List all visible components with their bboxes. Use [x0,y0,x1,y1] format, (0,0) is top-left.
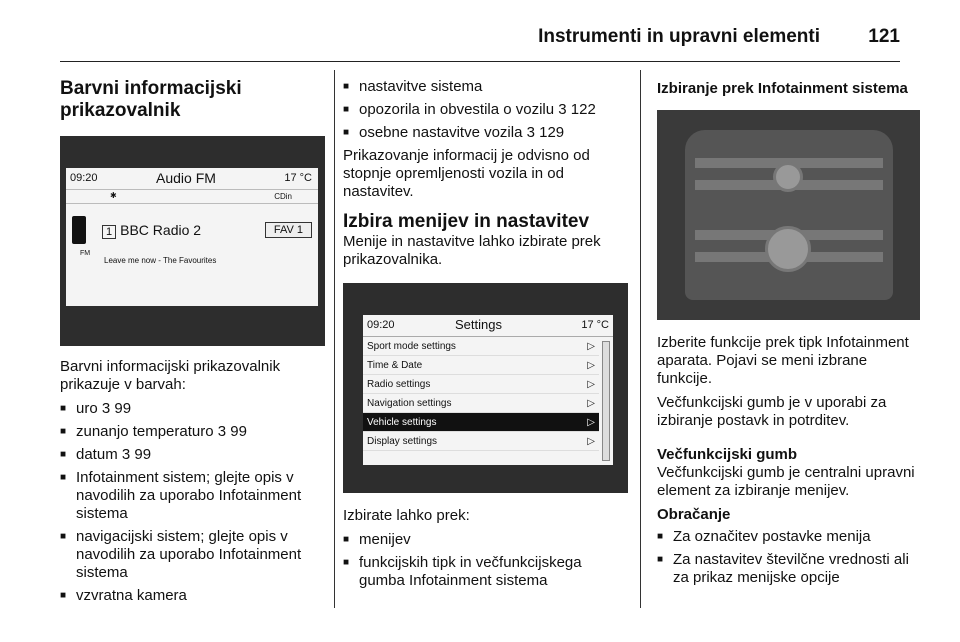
source-label: CDin [274,192,292,201]
station-label: BBC Radio 2 [120,222,202,238]
list-item: ■ uro 3 99 [60,400,325,418]
preset-number: 1 [102,225,116,239]
list-item: ■ vzvratna kamera [60,587,325,605]
feature-list-cont [343,78,628,142]
station-area [66,204,318,274]
arrow-right-icon: ▷ [587,341,595,352]
bluetooth-icon: ✱ [110,191,117,200]
arrow-right-icon: ▷ [587,379,595,390]
section-heading: Izbiranje prek Infotainment sistema [657,80,908,97]
column-1 [60,70,325,610]
info-paragraph: Izberite funkcije prek tipk Infotainment aparata. Pojavi se meni izbrane funkcije. [657,334,909,387]
intro-text: Barvni informacijski prikazovalnik prikazuje v barvah: [60,358,281,393]
status-bar [66,168,318,190]
column-3 [657,70,922,592]
arrow-right-icon: ▷ [587,436,595,447]
page-header [60,14,900,62]
subheading: Večfunkcijski gumb [657,446,798,463]
list-item: ■ navigacijski sistem; glejte opis v navodilih za uporabo Infotainment sistema [60,528,325,582]
column-divider [640,70,641,608]
screen-title: Audio FM [156,170,216,186]
infotainment-photo [657,110,920,320]
page-number: 121 [868,26,900,47]
station-name [102,222,201,238]
list-item: ■ Za nastavitev številčne vrednosti ali za prikaz menijske opcije [657,551,922,587]
audio-screen [66,168,318,306]
settings-photo [343,283,628,493]
intro-text: Menije in nastavitve lahko izbirate prek prikazovalnika. [343,233,601,268]
list-item: ■ osebne nastavitve vozila 3 129 [343,124,628,142]
select-list [343,531,628,590]
phone-icon [72,216,86,244]
status-bar [363,315,613,337]
arrow-right-icon: ▷ [587,398,595,409]
control-panel [685,130,893,300]
list-item: ■ datum 3 99 [60,446,325,464]
list-item: ■ funkcijskih tipk in večfunkcijskega gumba Infotainment sistema [343,554,628,590]
subheading: Obračanje [657,506,731,523]
column-2 [343,70,628,595]
clock: 09:20 [367,319,395,331]
menu-item: Radio settings ▷ [363,375,599,394]
scrollbar [602,341,610,461]
info-paragraph: Večfunkcijski gumb je v uporabi za izbiranje postavk in potrditev. [657,394,887,429]
info-paragraph: Prikazovanje informacij je odvisno od stopnje opremljenosti vozila in od nastavitev. [343,147,590,200]
info-paragraph: Večfunkcijski gumb je centralni upravni element za izbiranje menijev. [657,464,915,499]
feature-list [60,400,325,605]
header-title: Instrumenti in upravni elementi [538,26,820,47]
favourite-button: FAV 1 [265,222,312,238]
menu-item: Time & Date ▷ [363,356,599,375]
menu-item: Navigation settings ▷ [363,394,599,413]
status-sub [66,190,318,204]
screen-title: Settings [455,317,502,332]
arrow-right-icon: ▷ [587,417,595,428]
list-item: ■ Za označitev postavke menija [657,528,922,546]
band-label: FM [80,250,91,257]
temperature: 17 °C [581,319,609,331]
list-item: ■ nastavitve sistema [343,78,628,96]
list-item: ■ Infotainment sistem; glejte opis v navodilih za uporabo Infotainment sistema [60,469,325,523]
arrow-right-icon: ▷ [587,360,595,371]
menu-item-selected: Vehicle settings ▷ [363,413,599,432]
power-knob [773,162,803,192]
temperature: 17 °C [284,172,312,184]
clock: 09:20 [70,172,98,184]
section-heading: Barvni informacijski prikazovalnik [60,78,242,121]
select-intro: Izbirate lahko prek: [343,507,470,524]
song-label: Leave me now - The Favourites [104,256,217,265]
menu-item: Display settings ▷ [363,432,599,451]
menu-item: Sport mode settings ▷ [363,337,599,356]
display-photo [60,136,325,346]
rotation-list [657,528,922,587]
list-item: ■ opozorila in obvestila o vozilu 3 122 [343,101,628,119]
list-item: ■ zunanjo temperaturo 3 99 [60,423,325,441]
list-item: ■ menijev [343,531,628,549]
column-divider [334,70,335,608]
section-heading: Izbira menijev in nastavitev [343,211,590,232]
multifunction-knob [765,226,811,272]
settings-screen [363,315,613,465]
